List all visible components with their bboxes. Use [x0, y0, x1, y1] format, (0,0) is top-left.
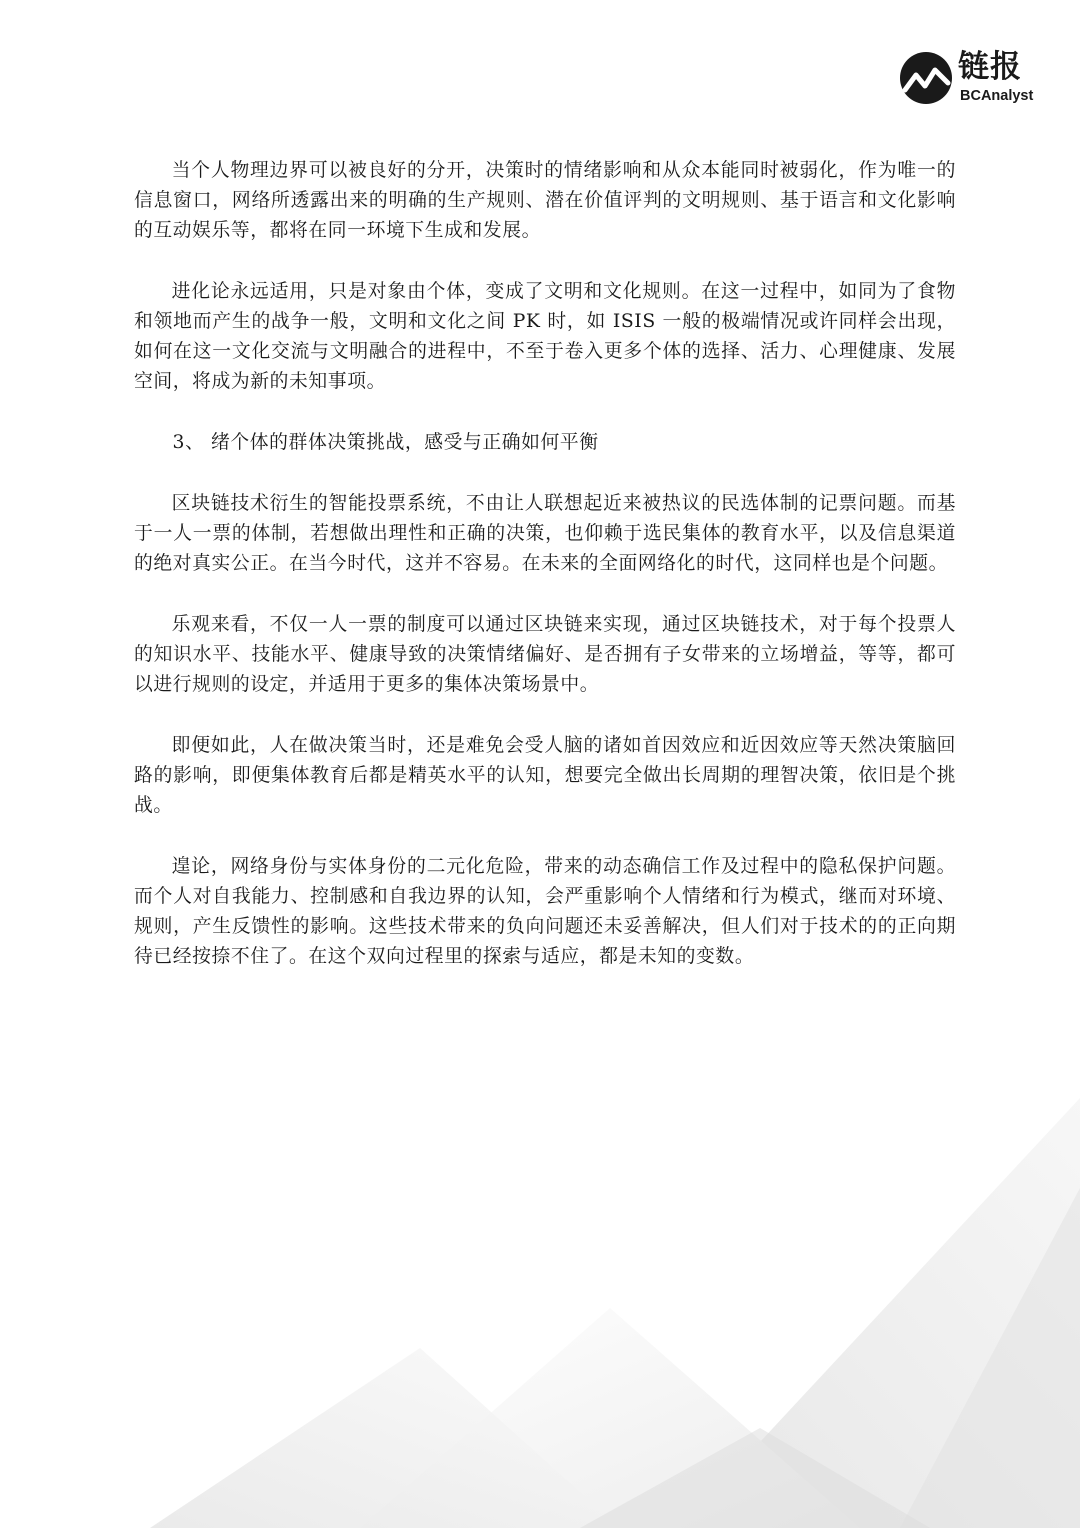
logo-english-name: BCAnalyst	[960, 88, 1034, 104]
article-body	[134, 156, 956, 1003]
paragraph-3: 区块链技术衍生的智能投票系统，不由让人联想起近来被热议的民选体制的记票问题。而基于一人一票的体制，若想做出理性和正确的决策，也仰赖于选民集体的教育水平，以及信息渠道的绝对真实公正。在当今时代，这并不容易。在未来的全面网络化的时代，这同样也是个问题。	[134, 493, 956, 574]
section-heading: 3、 绪个体的群体决策挑战，感受与正确如何平衡	[172, 432, 599, 453]
paragraph-2: 进化论永远适用，只是对象由个体，变成了文明和文化规则。在这一过程中，如同为了食物和领地而产生的战争一般，文明和文化之间 PK 时，如 ISIS 一般的极端情况或许同样会出现，如何在这一文化交流与文明融合的进程中，不至于卷入更多个体的选择、活力、心理健康、发展空间，将成为新的未知事项。	[134, 281, 956, 392]
logo-chinese-name: 链报	[958, 49, 1022, 85]
paragraph-5: 即便如此，人在做决策当时，还是难免会受人脑的诸如首因效应和近因效应等天然决策脑回路的影响，即便集体教育后都是精英水平的认知，想要完全做出长周期的理智决策，依旧是个挑战。	[134, 735, 956, 816]
logo-mountain-icon	[898, 50, 954, 106]
paragraph-6: 遑论，网络身份与实体身份的二元化危险，带来的动态确信工作及过程中的隐私保护问题。而个人对自我能力、控制感和自我边界的认知，会严重影响个人情绪和行为模式，继而对环境、规则，产生反馈性的影响。这些技术带来的负向问题还未妥善解决，但人们对于技术的的正向期待已经按捺不住了。在这个双向过程里的探索与适应，都是未知的变数。	[134, 856, 956, 967]
paragraph-1: 当个人物理边界可以被良好的分开，决策时的情绪影响和从众本能同时被弱化，作为唯一的信息窗口，网络所透露出来的明确的生产规则、潜在价值评判的文明规则、基于语言和文化影响的互动娱乐等，都将在同一环境下生成和发展。	[134, 160, 956, 241]
background-decoration	[0, 1098, 1080, 1528]
brand-logo	[898, 50, 1048, 110]
paragraph-4: 乐观来看，不仅一人一票的制度可以通过区块链来实现，通过区块链技术，对于每个投票人的知识水平、技能水平、健康导致的决策情绪偏好、是否拥有子女带来的立场增益，等等，都可以进行规则的设定，并适用于更多的集体决策场景中。	[134, 614, 956, 695]
